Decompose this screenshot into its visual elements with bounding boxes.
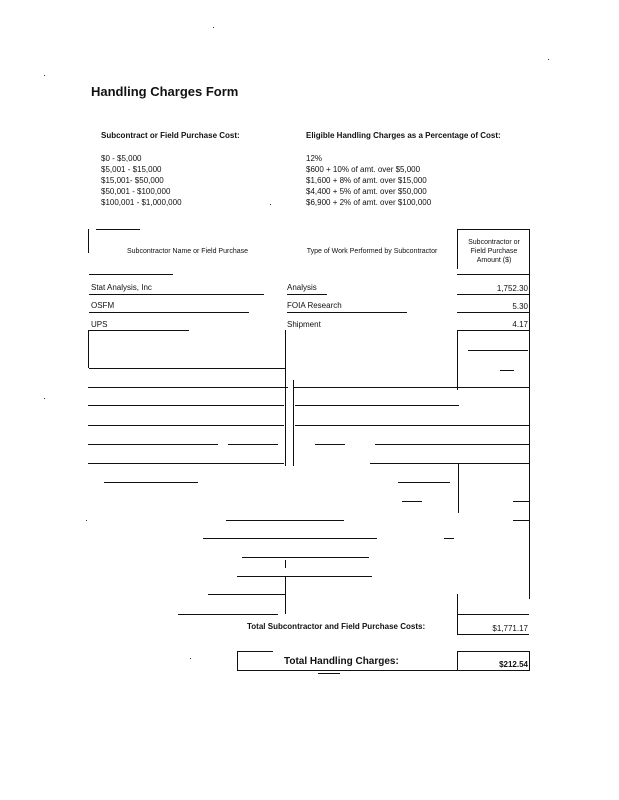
table-rule bbox=[457, 651, 529, 652]
table-rule bbox=[318, 673, 340, 674]
table-rule bbox=[513, 501, 529, 502]
scan-speck bbox=[44, 75, 45, 76]
col-header-amount bbox=[458, 238, 530, 265]
table-rule bbox=[457, 330, 529, 331]
row-work: Shipment bbox=[287, 320, 321, 329]
page-title: Handling Charges Form bbox=[91, 84, 239, 99]
cost-range: $100,001 - $1,000,000 bbox=[101, 198, 182, 207]
table-rule bbox=[88, 463, 284, 464]
charge-rate: $6,900 + 2% of amt. over $100,000 bbox=[306, 198, 432, 207]
col-header-amount-line: Field Purchase bbox=[470, 248, 518, 255]
table-rule bbox=[88, 330, 89, 368]
table-rule bbox=[457, 274, 529, 275]
table-rule bbox=[444, 538, 454, 539]
table-rule bbox=[242, 557, 369, 558]
table-rule bbox=[529, 229, 530, 599]
table-rule bbox=[513, 520, 529, 521]
table-rule bbox=[203, 538, 377, 539]
table-rule bbox=[88, 387, 288, 388]
table-rule bbox=[89, 330, 189, 331]
charge-rate: 12% bbox=[306, 154, 323, 163]
scan-speck bbox=[270, 204, 271, 205]
table-rule bbox=[88, 425, 284, 426]
table-rule bbox=[178, 614, 278, 615]
table-rule bbox=[287, 294, 327, 295]
table-rule bbox=[293, 387, 529, 388]
table-rule bbox=[285, 330, 286, 466]
table-rule bbox=[457, 312, 529, 313]
table-rule bbox=[237, 651, 238, 671]
table-rule bbox=[287, 312, 407, 313]
table-rule bbox=[228, 444, 278, 445]
table-rule bbox=[89, 294, 264, 295]
table-rule bbox=[457, 294, 529, 295]
table-rule bbox=[295, 425, 529, 426]
cost-column-header: Subcontract or Field Purchase Cost: bbox=[101, 131, 240, 140]
cost-range: $50,001 - $100,000 bbox=[101, 187, 171, 196]
table-rule bbox=[89, 274, 173, 275]
table-rule bbox=[237, 576, 372, 577]
scan-speck bbox=[548, 59, 549, 60]
cost-ranges bbox=[101, 153, 182, 208]
table-rule bbox=[88, 444, 218, 445]
table-rule bbox=[457, 634, 529, 635]
table-rule bbox=[226, 520, 344, 521]
scan-speck bbox=[44, 398, 45, 399]
charge-rate: $600 + 10% of amt. over $5,000 bbox=[306, 165, 421, 174]
table-rule bbox=[96, 229, 140, 230]
table-rule bbox=[208, 594, 285, 595]
total-cost-label: Total Subcontractor and Field Purchase Costs: bbox=[247, 622, 426, 631]
table-rule bbox=[457, 614, 529, 615]
scan-speck bbox=[213, 27, 214, 28]
table-rule bbox=[104, 482, 198, 483]
table-rule bbox=[468, 350, 528, 351]
charge-column-header: Eligible Handling Charges as a Percentage of Cost: bbox=[306, 131, 501, 140]
table-rule bbox=[237, 670, 529, 671]
table-rule bbox=[457, 229, 529, 230]
table-rule bbox=[285, 576, 286, 614]
scan-speck bbox=[190, 658, 191, 659]
charge-ranges bbox=[306, 153, 431, 208]
row-amount: 1,752.30 bbox=[496, 284, 528, 293]
table-rule bbox=[529, 651, 530, 671]
table-rule bbox=[500, 370, 514, 371]
table-rule bbox=[88, 405, 284, 406]
total-cost-value: $1,771.17 bbox=[492, 624, 528, 633]
table-rule bbox=[458, 463, 459, 513]
cost-range: $15,001- $50,000 bbox=[101, 176, 164, 185]
row-work: Analysis bbox=[287, 283, 317, 292]
cost-range: $5,001 - $15,000 bbox=[101, 165, 162, 174]
table-rule bbox=[295, 405, 459, 406]
table-rule bbox=[402, 501, 422, 502]
total-handling-label: Total Handling Charges: bbox=[284, 656, 399, 667]
table-rule bbox=[457, 330, 458, 390]
row-name: OSFM bbox=[91, 301, 115, 310]
table-rule bbox=[370, 463, 529, 464]
row-work: FOIA Research bbox=[287, 301, 342, 310]
col-header-amount-line: Subcontractor or bbox=[468, 239, 520, 246]
table-rule bbox=[293, 380, 294, 466]
col-header-work: Type of Work Performed by Subcontractor bbox=[306, 248, 438, 255]
row-amount: 5.30 bbox=[512, 302, 528, 311]
charge-rate: $1,600 + 8% of amt. over $15,000 bbox=[306, 176, 427, 185]
scan-speck bbox=[86, 520, 87, 521]
table-rule bbox=[88, 229, 89, 253]
cost-range: $0 - $5,000 bbox=[101, 154, 142, 163]
table-rule bbox=[398, 482, 450, 483]
table-rule bbox=[89, 312, 249, 313]
row-name: Stat Analysis, Inc bbox=[91, 283, 152, 292]
table-rule bbox=[89, 368, 285, 369]
table-rule bbox=[375, 444, 529, 445]
row-amount: 4.17 bbox=[512, 320, 528, 329]
col-header-name: Subcontractor Name or Field Purchase bbox=[127, 248, 248, 255]
col-header-amount-line: Amount ($) bbox=[476, 257, 512, 264]
table-rule bbox=[315, 444, 345, 445]
charge-rate: $4,400 + 5% of amt. over $50,000 bbox=[306, 187, 427, 196]
table-rule bbox=[285, 560, 286, 568]
total-handling-value: $212.54 bbox=[499, 660, 528, 669]
table-rule bbox=[237, 651, 273, 652]
row-name: UPS bbox=[91, 320, 108, 329]
